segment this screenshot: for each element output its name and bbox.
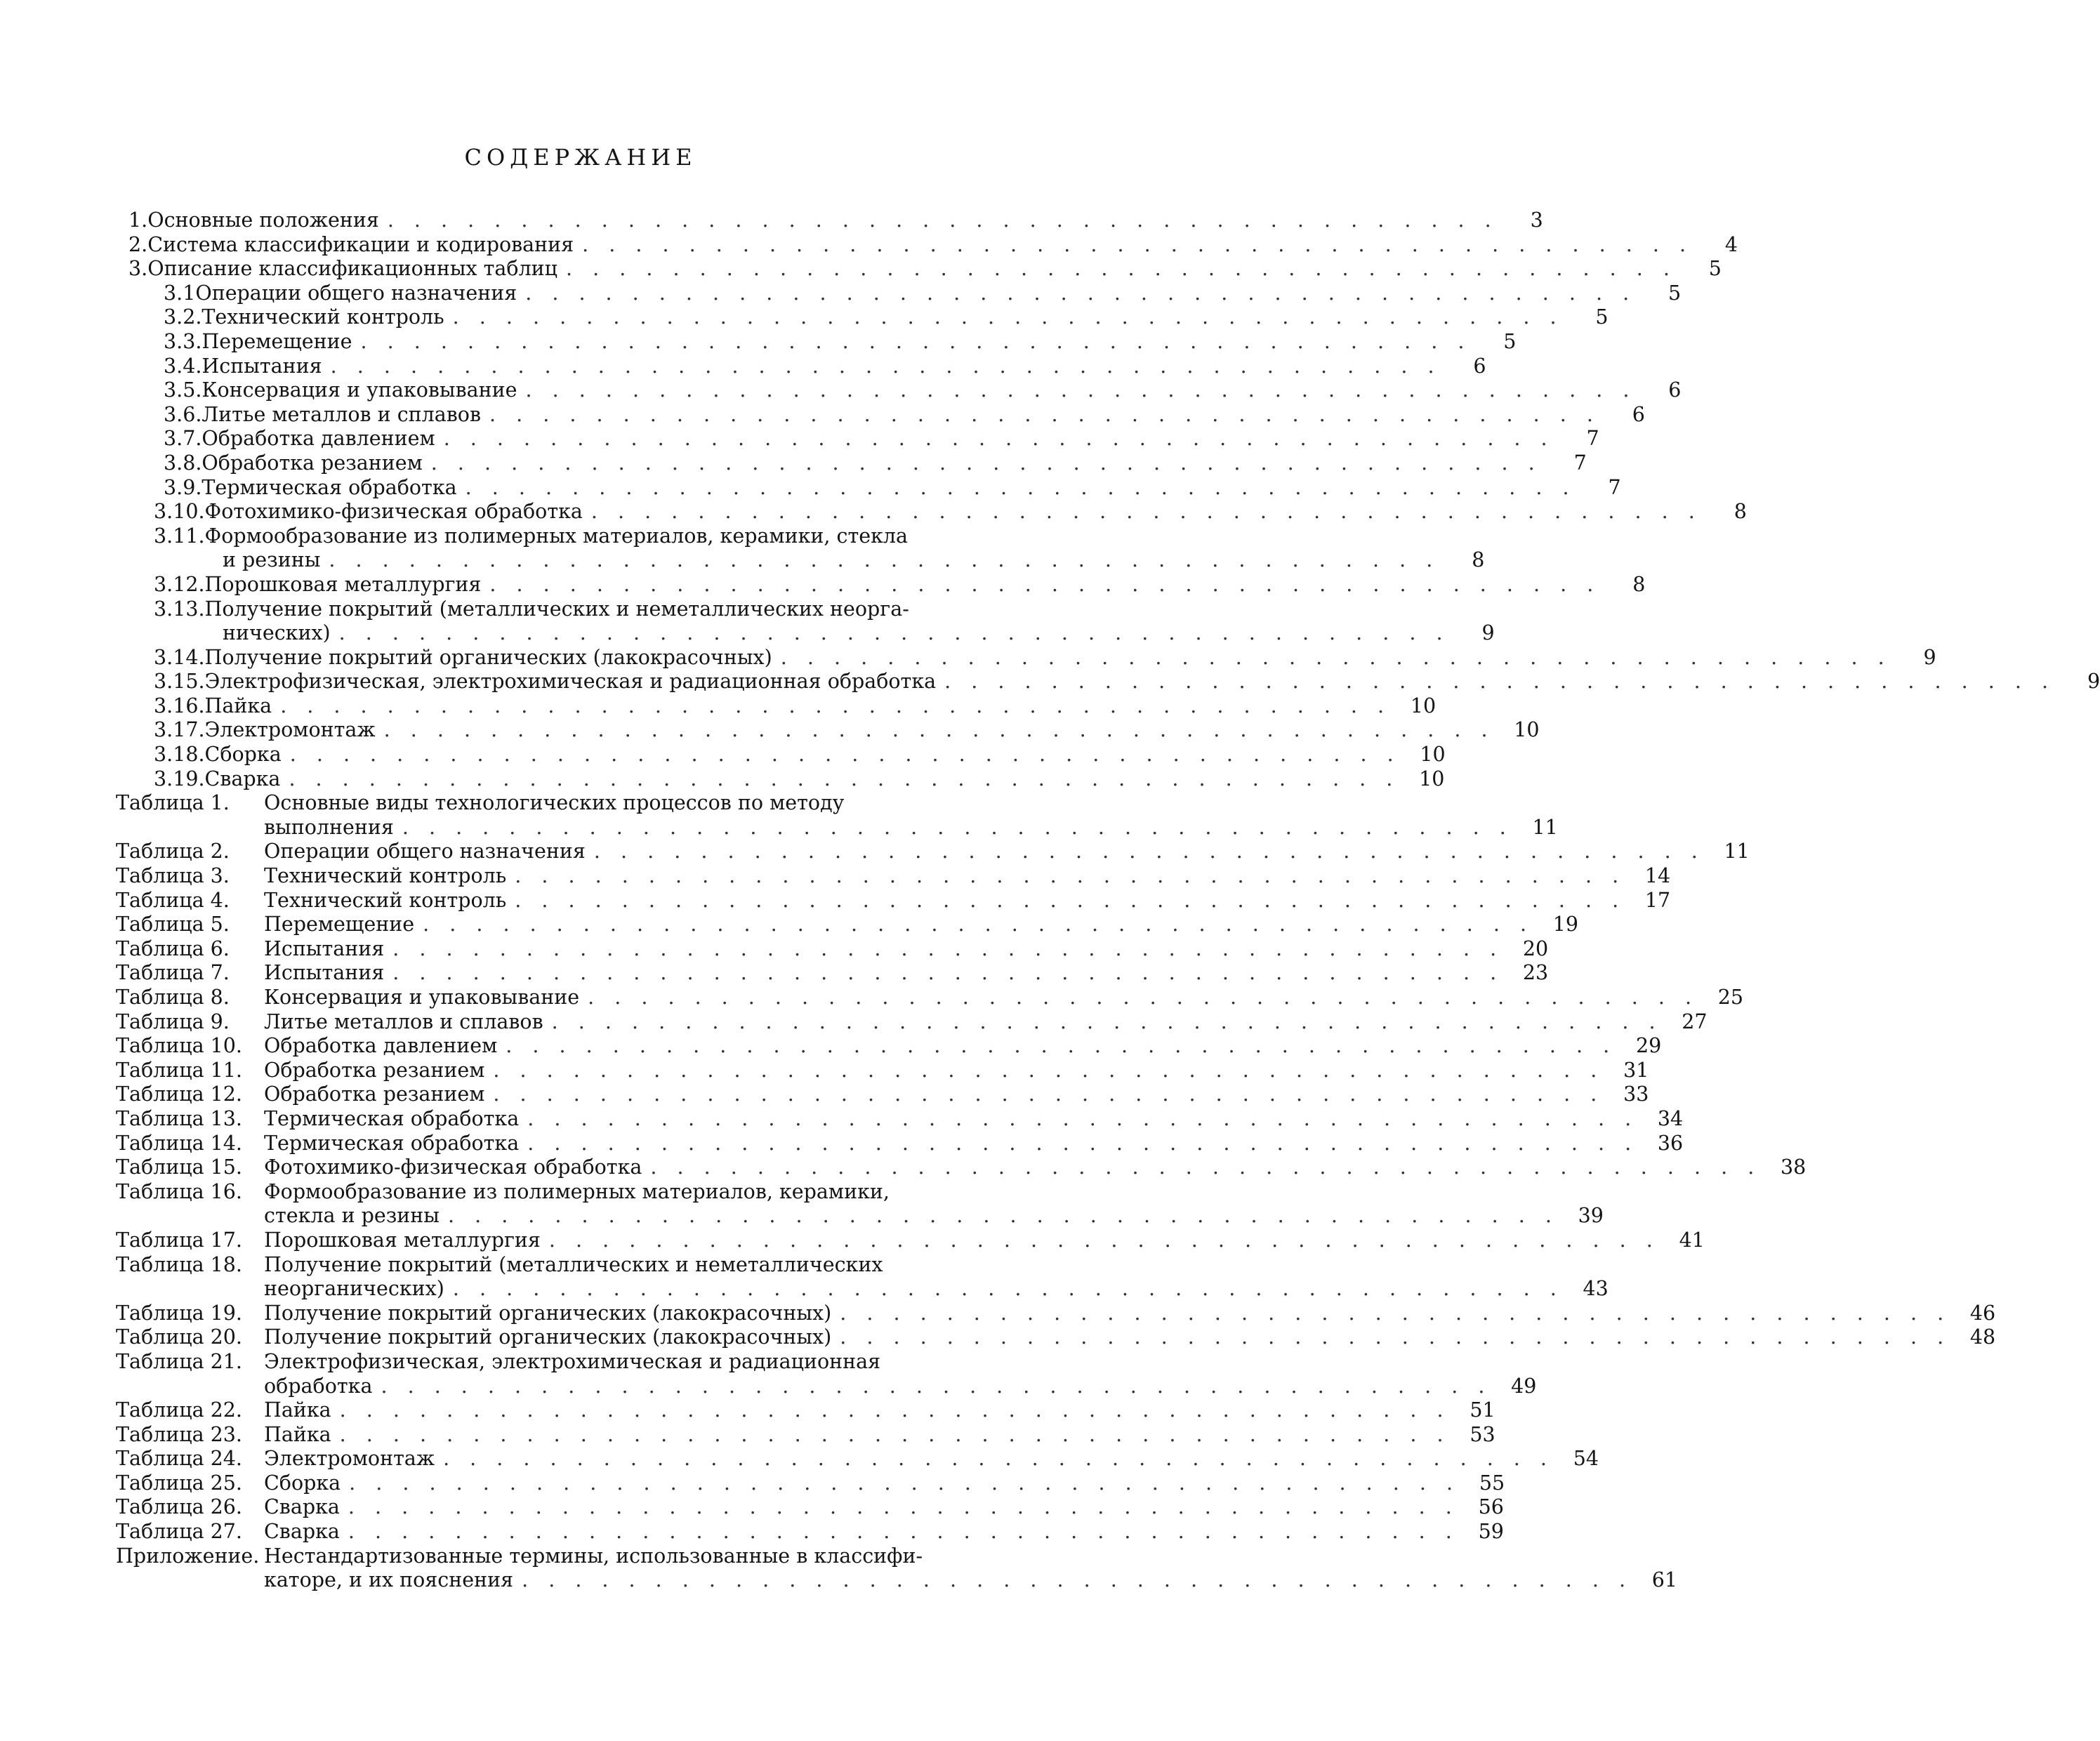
toc-entry-page: 53	[1470, 1422, 1495, 1446]
dot-leader: . . . . . . . . . . . . . . . . . . . . . . . . . . . . . . . . . . . . . . . . . .	[443, 427, 1554, 451]
dot-leader: . . . . . . . . . . . . . . . . . . . . . . . . . . . . . . . . . . . . . . . . . .	[506, 1034, 1617, 1058]
toc-entry-page: 5	[1595, 305, 1609, 329]
toc-entry-number: 3.	[128, 257, 148, 281]
toc-entry-title: Описание классификационных таблиц	[147, 257, 557, 281]
toc-entry-page: 14	[1644, 864, 1671, 888]
toc-entry-title: Электромонтаж	[264, 1447, 435, 1471]
toc-entry-page: 6	[1473, 354, 1486, 378]
toc-entry-page: 6	[1632, 402, 1645, 426]
toc-entry-number: Таблица 21.	[116, 1349, 242, 1373]
toc-entry-title: Электрофизическая, электрохимическая и радиационная	[264, 1349, 881, 1373]
dot-leader: . . . . . . . . . . . . . . . . . . . . . . . . . . . . . . . . . . . . . . . . . .	[593, 840, 1705, 863]
toc-entry-title-cont: выполнения	[264, 815, 394, 839]
dot-leader: . . . . . . . . . . . . . . . . . . . . . . . . . . . . . . . . . . . . . . . . . .	[381, 1374, 1492, 1398]
toc-entry	[116, 1447, 1599, 1471]
toc-entry-page: 17	[1644, 888, 1671, 912]
toc-entry-number: 3.2.	[164, 305, 202, 329]
toc-entry	[116, 572, 1646, 597]
dot-leader: . . . . . . . . . . . . . . . . . . . . . . . . . . . . . . . . . . . . . . . . . .	[527, 1131, 1639, 1155]
toc-entry-page: 43	[1583, 1277, 1609, 1301]
toc-entry	[116, 1325, 1996, 1350]
toc-entry-continuation	[116, 1277, 1609, 1302]
toc-entry-number: 3.13.	[154, 597, 205, 621]
toc-entry-title: Испытания	[264, 936, 385, 960]
toc-entry-number: 3.10.	[154, 500, 205, 524]
toc-entry-number: 3.17.	[154, 718, 205, 742]
toc-entry-title-cont: обработка	[264, 1374, 373, 1398]
toc-entry-number: Таблица 27.	[116, 1520, 242, 1544]
toc-entry	[116, 840, 1750, 864]
toc-entry-page: 7	[1608, 475, 1621, 499]
toc-entry-title: Сборка	[204, 743, 282, 767]
toc-entry	[116, 718, 1540, 743]
toc-entry-number: Таблица 9.	[116, 1009, 230, 1033]
toc-entry-page: 9	[1481, 621, 1495, 645]
toc-entry-number: 3.3.	[164, 329, 202, 353]
toc-entry-title-cont: неорганических)	[264, 1277, 444, 1301]
toc-entry	[116, 1350, 1064, 1375]
toc-entry-page: 34	[1657, 1106, 1684, 1130]
toc-entry-page: 10	[1419, 767, 1445, 790]
toc-entry-number: Таблица 2.	[116, 840, 230, 863]
toc-entry	[116, 961, 1549, 986]
toc-entry-number: 3.18.	[154, 743, 205, 767]
dot-leader: . . . . . . . . . . . . . . . . . . . . . . . . . . . . . . . . . . . . . . . . . .	[590, 500, 1702, 524]
toc-entry-number: Таблица 15.	[116, 1156, 242, 1179]
toc-entry-title-cont: стекла и резины	[264, 1204, 440, 1228]
toc-entry	[116, 1422, 1495, 1448]
toc-entry-number: 3.7.	[164, 427, 202, 451]
dot-leader: . . . . . . . . . . . . . . . . . . . . . . . . . . . . . . . . . . . . . . . . . .	[527, 1106, 1639, 1130]
dot-leader: . . . . . . . . . . . . . . . . . . . . . . . . . . . . . . . . . . . . . . . . . .	[489, 402, 1600, 426]
toc-entry	[116, 1228, 1705, 1253]
toc-entry-continuation	[116, 1568, 1678, 1593]
toc-entry-page: 10	[1420, 743, 1446, 767]
dot-leader: . . . . . . . . . . . . . . . . . . . . . . . . . . . . . . . . . . . . . . . . . .	[329, 548, 1440, 572]
toc-entry-number: Таблица 19.	[116, 1301, 242, 1325]
dot-leader: . . . . . . . . . . . . . . . . . . . . . . . . . . . . . . . . . . . . . . . . . .	[339, 1422, 1451, 1446]
toc-entry-title: Консервация и упаковывание	[264, 986, 580, 1009]
dot-leader: . . . . . . . . . . . . . . . . . . . . . . . . . . . . . . . . . . . . . . . . . .	[582, 232, 1693, 256]
dot-leader: . . . . . . . . . . . . . . . . . . . . . . . . . . . . . . . . . . . . . . . . . .	[289, 767, 1400, 790]
toc-entry-title: Операции общего назначения	[264, 840, 586, 863]
toc-entry	[116, 1131, 1684, 1156]
toc-entry	[116, 1520, 1504, 1544]
toc-entry-page: 20	[1522, 936, 1549, 960]
toc-entry-number: Таблица 26.	[116, 1495, 242, 1519]
toc-entry	[116, 1301, 1996, 1326]
toc-entry-page: 11	[1724, 840, 1750, 863]
toc-entry-number: Таблица 25.	[116, 1471, 242, 1495]
toc-entry-number: Таблица 22.	[116, 1398, 242, 1422]
toc-entry-title: Испытания	[264, 961, 385, 985]
toc-entry	[116, 451, 1587, 476]
toc-entry	[116, 500, 1747, 524]
dot-leader: . . . . . . . . . . . . . . . . . . . . . . . . . . . . . . . . . . . . . . . . . .	[430, 451, 1542, 475]
toc-entry-number: 3.15.	[154, 670, 205, 694]
toc-entry	[116, 208, 1543, 233]
toc-entry-title: Пайка	[264, 1422, 331, 1446]
toc-entry-page: 7	[1573, 451, 1587, 475]
toc-entry-page: 3	[1530, 208, 1543, 232]
toc-entry	[116, 743, 1446, 767]
toc-entry-title: Обработка давлением	[202, 427, 435, 451]
toc-entry-title: Нестандартизованные термины, использованные в классифи-	[264, 1544, 923, 1568]
toc-entry-number: 3.12.	[154, 572, 205, 596]
toc-entry-number: 3.19.	[154, 767, 205, 790]
toc-entry-number: 3.5.	[164, 378, 202, 402]
toc-entry-number: Таблица 13.	[116, 1106, 242, 1130]
toc-entry-number: Таблица 7.	[116, 961, 230, 985]
toc-entry	[116, 378, 1682, 403]
toc-entry-continuation	[116, 621, 1495, 646]
dot-leader: . . . . . . . . . . . . . . . . . . . . . . . . . . . . . . . . . . . . . . . . . .	[423, 913, 1534, 936]
toc-entry-page: 23	[1522, 961, 1549, 985]
toc-entry-page: 8	[1632, 572, 1646, 596]
dot-leader: . . . . . . . . . . . . . . . . . . . . . . . . . . . . . . . . . . . . . . . . . .	[493, 1083, 1604, 1106]
toc-entry-title: Фотохимико-физическая обработка	[264, 1156, 642, 1179]
toc-entry-number: 3.1	[164, 281, 196, 305]
toc-entry-page: 55	[1479, 1471, 1505, 1495]
toc-entry-number: Таблица 12.	[116, 1083, 242, 1106]
toc-entry-title: Перемещение	[202, 329, 352, 353]
toc-entry-title: Пайка	[264, 1398, 331, 1422]
dot-leader: . . . . . . . . . . . . . . . . . . . . . . . . . . . . . . . . . . . . . . . . . .	[338, 621, 1450, 645]
dot-leader: . . . . . . . . . . . . . . . . . . . . . . . . . . . . . . . . . . . . . . . . . .	[348, 1495, 1459, 1519]
toc-entry-page: 8	[1472, 548, 1485, 572]
toc-entry-page: 61	[1651, 1568, 1678, 1592]
toc-entry-page: 5	[1503, 329, 1517, 353]
toc-entry-page: 38	[1781, 1156, 1807, 1179]
toc-entry-title: Перемещение	[264, 913, 415, 936]
toc-entry-page: 49	[1511, 1374, 1537, 1398]
toc-entry-number: Таблица 11.	[116, 1058, 242, 1082]
toc-entry-page: 4	[1724, 232, 1738, 256]
toc-entry-page: 39	[1578, 1204, 1604, 1228]
dot-leader: . . . . . . . . . . . . . . . . . . . . . . . . . . . . . . . . . . . . . . . . . .	[493, 1058, 1604, 1082]
toc-entry-number: Приложение.	[116, 1544, 260, 1568]
toc-entry	[116, 1398, 1495, 1423]
toc-entry	[116, 1253, 1064, 1278]
toc-entry-number: Таблица 18.	[116, 1252, 242, 1276]
dot-leader: . . . . . . . . . . . . . . . . . . . . . . . . . . . . . . . . . . . . . . . . . .	[522, 1568, 1633, 1592]
toc-entry-title: Сварка	[204, 767, 281, 790]
dot-leader: . . . . . . . . . . . . . . . . . . . . . . . . . . . . . . . . . . . . . . . . . .	[525, 378, 1637, 402]
toc-entry-page: 54	[1573, 1447, 1599, 1471]
toc-entry-title: Обработка давлением	[264, 1034, 498, 1058]
dot-leader: . . . . . . . . . . . . . . . . . . . . . . . . . . . . . . . . . . . . . . . . . .	[289, 743, 1401, 767]
toc-entry	[116, 1058, 1649, 1083]
dot-leader: . . . . . . . . . . . . . . . . . . . . . . . . . . . . . . . . . . . . . . . . . .	[349, 1471, 1460, 1495]
toc-entry-title: Получение покрытий (металлических и неметаллических неорга-	[204, 597, 909, 621]
toc-entry	[116, 329, 1517, 355]
dot-leader: . . . . . . . . . . . . . . . . . . . . . . . . . . . . . . . . . . . . . . . . . .	[402, 815, 1513, 839]
toc-entry-page: 46	[1969, 1301, 1996, 1325]
dot-leader: . . . . . . . . . . . . . . . . . . . . . . . . . . . . . . . . . . . . . . . . . .	[447, 1204, 1559, 1228]
toc-entry	[116, 888, 1671, 913]
toc-entry-title: Основные положения	[147, 208, 379, 232]
toc-entry-title: Термическая обработка	[264, 1131, 520, 1155]
toc-entry-number: 3.9.	[164, 475, 202, 499]
dot-leader: . . . . . . . . . . . . . . . . . . . . . . . . . . . . . . . . . . . . . . . . . .	[465, 475, 1576, 499]
toc-entry-title: Пайка	[204, 694, 272, 717]
toc-entry-title: Термическая обработка	[202, 475, 457, 499]
dot-leader: . . . . . . . . . . . . . . . . . . . . . . . . . . . . . . . . . . . . . . . . . .	[489, 572, 1601, 596]
toc-entry-number: Таблица 8.	[116, 986, 230, 1009]
dot-leader: . . . . . . . . . . . . . . . . . . . . . . . . . . . . . . . . . . . . . . . . . .	[515, 888, 1626, 912]
toc-entry-title: Обработка резанием	[202, 451, 423, 475]
dot-leader: . . . . . . . . . . . . . . . . . . . . . . . . . . . . . . . . . . . . . . . . . .	[551, 1009, 1663, 1033]
toc-entry-number: Таблица 10.	[116, 1034, 242, 1058]
toc-entry-title: Фотохимико-физическая обработка	[204, 500, 583, 524]
dot-leader: . . . . . . . . . . . . . . . . . . . . . . . . . . . . . . . . . . . . . . . . . .	[780, 645, 1891, 669]
toc-entry-page: 36	[1657, 1131, 1684, 1155]
toc-entry-number: Таблица 14.	[116, 1131, 242, 1155]
toc-entry-number: Таблица 3.	[116, 864, 230, 888]
toc-entry	[116, 645, 1936, 670]
dot-leader: . . . . . . . . . . . . . . . . . . . . . . . . . . . . . . . . . . . . . . . . . .	[360, 329, 1472, 353]
toc-entry-page: 48	[1969, 1325, 1996, 1349]
toc-entry	[116, 402, 1645, 428]
toc-entry-page: 59	[1478, 1520, 1504, 1544]
toc-entry	[116, 1495, 1504, 1520]
toc-entry-number: 2.	[128, 232, 148, 256]
toc-entry-page: 33	[1623, 1083, 1649, 1106]
toc-entry-title: Порошковая металлургия	[204, 572, 482, 596]
toc-entry-title: Получение покрытий (металлических и неметаллических	[264, 1252, 883, 1276]
toc-entry-number: Таблица 1.	[116, 791, 230, 815]
toc-entry	[116, 354, 1486, 379]
dot-leader: . . . . . . . . . . . . . . . . . . . . . . . . . . . . . . . . . . . . . . . . . .	[392, 936, 1504, 960]
toc-entry-title: Обработка резанием	[264, 1058, 485, 1082]
toc-entry-title: Порошковая металлургия	[264, 1228, 541, 1252]
toc-entry-number: Таблица 4.	[116, 888, 230, 912]
dot-leader: . . . . . . . . . . . . . . . . . . . . . . . . . . . . . . . . . . . . . . . . . .	[840, 1301, 1951, 1325]
dot-leader: . . . . . . . . . . . . . . . . . . . . . . . . . . . . . . . . . . . . . . . . . .	[944, 670, 2056, 694]
toc-entry	[116, 1180, 1064, 1205]
toc-entry-page: 25	[1717, 986, 1744, 1009]
toc-entry-title: Технический контроль	[264, 888, 507, 912]
dot-leader: . . . . . . . . . . . . . . . . . . . . . . . . . . . . . . . . . . . . . . . . . .	[650, 1156, 1762, 1179]
toc-entry-number: 1.	[128, 208, 148, 232]
table-of-contents	[116, 208, 2100, 1593]
toc-entry-title: Технический контроль	[264, 864, 507, 888]
toc-entry-page: 11	[1532, 815, 1558, 839]
toc-entry	[116, 524, 1064, 549]
toc-entry-title: Сборка	[264, 1471, 341, 1495]
toc-entry-title: Получение покрытий органических (лакокрасочных)	[264, 1301, 832, 1325]
toc-entry	[116, 475, 1621, 501]
toc-entry-title: Технический контроль	[202, 305, 444, 329]
toc-entry-title: Термическая обработка	[264, 1106, 520, 1130]
dot-leader: . . . . . . . . . . . . . . . . . . . . . . . . . . . . . . . . . . . . . . . . . .	[452, 305, 1564, 329]
toc-entry-title: Формообразование из полимерных материалов, керамики, стекла	[204, 524, 909, 548]
toc-entry-number: Таблица 6.	[116, 936, 230, 960]
toc-entry-number: 3.4.	[164, 354, 202, 378]
toc-entry	[116, 670, 2100, 694]
toc-entry-title: Литье металлов и сплавов	[202, 402, 481, 426]
toc-entry-number: 3.14.	[154, 645, 205, 669]
toc-entry-page: 31	[1623, 1058, 1649, 1082]
toc-entry-title: Операции общего назначения	[195, 281, 517, 305]
toc-entry-page: 56	[1478, 1495, 1504, 1519]
toc-entry-number: 3.11.	[154, 524, 205, 548]
toc-entry-title: Литье металлов и сплавов	[264, 1009, 543, 1033]
toc-entry-title: Получение покрытий органических (лакокрасочных)	[264, 1325, 832, 1349]
dot-leader: . . . . . . . . . . . . . . . . . . . . . . . . . . . . . . . . . . . . . . . . . .	[387, 208, 1498, 232]
toc-entry-number: 3.8.	[164, 451, 202, 475]
toc-entry	[116, 305, 1609, 330]
toc-entry-continuation	[116, 815, 1558, 840]
toc-entry-title: Получение покрытий органических (лакокрасочных)	[204, 645, 772, 669]
toc-entry-number: 3.6.	[164, 402, 202, 426]
toc-entry	[116, 694, 1437, 719]
toc-entry-page: 51	[1470, 1398, 1495, 1422]
toc-entry	[116, 913, 1579, 937]
dot-leader: . . . . . . . . . . . . . . . . . . . . . . . . . . . . . . . . . . . . . . . . . .	[348, 1520, 1459, 1544]
dot-leader: . . . . . . . . . . . . . . . . . . . . . . . . . . . . . . . . . . . . . . . . . .	[339, 1398, 1451, 1422]
toc-entry	[116, 281, 1682, 306]
toc-entry	[116, 1034, 1662, 1059]
toc-entry-title: Электрофизическая, электрохимическая и радиационная обработка	[204, 670, 937, 694]
toc-entry-page: 10	[1410, 694, 1437, 717]
toc-entry-continuation	[116, 1374, 1537, 1399]
toc-entry-title-cont: каторе, и их пояснения	[264, 1568, 514, 1592]
toc-entry-page: 8	[1734, 500, 1747, 524]
toc-entry-number: Таблица 24.	[116, 1447, 242, 1471]
toc-entry	[116, 1471, 1505, 1496]
dot-leader: . . . . . . . . . . . . . . . . . . . . . . . . . . . . . . . . . . . . . . . . . .	[392, 961, 1504, 985]
toc-entry-page: 29	[1635, 1034, 1662, 1058]
dot-leader: . . . . . . . . . . . . . . . . . . . . . . . . . . . . . . . . . . . . . . . . . .	[280, 694, 1392, 717]
toc-entry-number: 3.16.	[154, 694, 205, 717]
toc-entry	[116, 767, 1445, 792]
dot-leader: . . . . . . . . . . . . . . . . . . . . . . . . . . . . . . . . . . . . . . . . . .	[330, 354, 1441, 378]
toc-entry	[116, 1156, 1807, 1180]
dot-leader: . . . . . . . . . . . . . . . . . . . . . . . . . . . . . . . . . . . . . . . . . .	[443, 1447, 1554, 1471]
toc-entry-title-cont: и резины	[223, 548, 321, 572]
dot-leader: . . . . . . . . . . . . . . . . . . . . . . . . . . . . . . . . . . . . . . . . . .	[383, 718, 1495, 742]
toc-entry	[116, 232, 1738, 258]
toc-entry-title: Электромонтаж	[204, 718, 376, 742]
dot-leader: . . . . . . . . . . . . . . . . . . . . . . . . . . . . . . . . . . . . . . . . . .	[525, 281, 1637, 305]
dot-leader: . . . . . . . . . . . . . . . . . . . . . . . . . . . . . . . . . . . . . . . . . .	[566, 257, 1677, 281]
toc-entry-title: Сварка	[264, 1520, 340, 1544]
toc-entry	[116, 1009, 1708, 1035]
toc-entry-title: Система классификации и кодирования	[147, 232, 574, 256]
toc-entry-continuation	[116, 1204, 1604, 1229]
toc-entry-page: 5	[1708, 257, 1722, 281]
toc-entry	[116, 864, 1671, 889]
page-title: СОДЕРЖАНИЕ	[464, 144, 697, 171]
toc-entry-title: Консервация и упаковывание	[202, 378, 517, 402]
dot-leader: . . . . . . . . . . . . . . . . . . . . . . . . . . . . . . . . . . . . . . . . . .	[515, 864, 1626, 888]
toc-entry-number: Таблица 20.	[116, 1325, 242, 1349]
toc-entry-page: 27	[1682, 1009, 1708, 1033]
toc-entry-title: Сварка	[264, 1495, 340, 1519]
toc-entry-title-cont: нических)	[223, 621, 331, 645]
toc-entry	[116, 427, 1599, 451]
toc-entry-title: Обработка резанием	[264, 1083, 485, 1106]
toc-entry-page: 5	[1668, 281, 1682, 305]
toc-entry	[116, 257, 1722, 282]
toc-entry	[116, 1544, 1064, 1569]
toc-entry	[116, 986, 1744, 1010]
dot-leader: . . . . . . . . . . . . . . . . . . . . . . . . . . . . . . . . . . . . . . . . . .	[548, 1228, 1660, 1252]
toc-entry	[116, 1083, 1649, 1107]
toc-entry-title: Испытания	[202, 354, 322, 378]
toc-entry-page: 9	[2087, 670, 2100, 694]
toc-entry-title: Формообразование из полимерных материалов, керамики,	[264, 1179, 890, 1203]
toc-entry-page: 10	[1514, 718, 1540, 742]
dot-leader: . . . . . . . . . . . . . . . . . . . . . . . . . . . . . . . . . . . . . . . . . .	[452, 1277, 1564, 1301]
dot-leader: . . . . . . . . . . . . . . . . . . . . . . . . . . . . . . . . . . . . . . . . . .	[588, 986, 1699, 1009]
toc-entry-continuation	[116, 548, 1485, 573]
toc-entry-title: Основные виды технологических процессов по методу	[264, 791, 845, 815]
toc-entry-page: 19	[1552, 913, 1579, 936]
dot-leader: . . . . . . . . . . . . . . . . . . . . . . . . . . . . . . . . . . . . . . . . . .	[840, 1325, 1951, 1349]
toc-entry	[116, 1106, 1684, 1132]
toc-entry-page: 7	[1586, 427, 1599, 451]
toc-entry-page: 41	[1679, 1228, 1705, 1252]
toc-entry-number: Таблица 16.	[116, 1179, 242, 1203]
toc-entry-number: Таблица 5.	[116, 913, 230, 936]
toc-entry	[116, 597, 1064, 622]
toc-entry-page: 6	[1668, 378, 1682, 402]
toc-entry-page: 9	[1923, 645, 1936, 669]
toc-entry-number: Таблица 17.	[116, 1228, 242, 1252]
toc-entry-number: Таблица 23.	[116, 1422, 242, 1446]
toc-entry	[116, 936, 1549, 962]
toc-entry	[116, 791, 1064, 816]
